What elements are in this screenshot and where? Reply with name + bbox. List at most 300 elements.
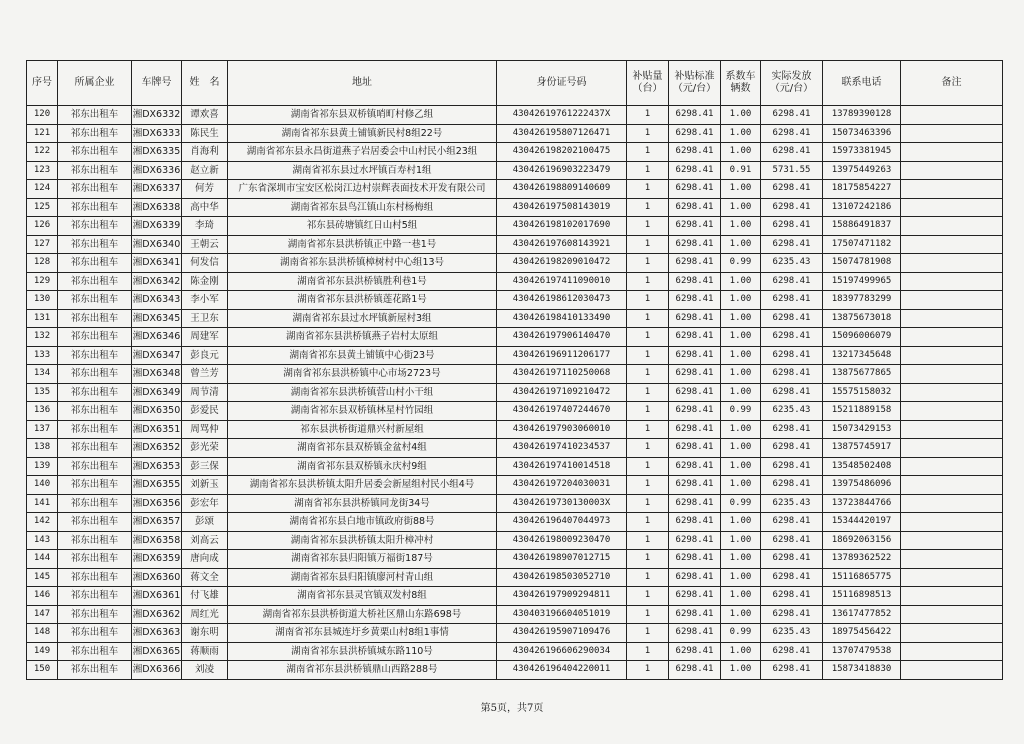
cell-note (901, 383, 1003, 402)
cell-address: 湖南省祁东县归阳镇廖河村青山组 (228, 568, 497, 587)
cell-address: 湖南省祁东县洪桥镇燕子岩村太原组 (228, 328, 497, 347)
cell-name: 王朝云 (182, 235, 228, 254)
cell-note (901, 513, 1003, 532)
cell-standard: 6298.41 (669, 346, 721, 365)
cell-phone: 15873418830 (823, 661, 901, 680)
column-header: 序号 (27, 61, 58, 106)
cell-company: 祁东出租车 (58, 161, 132, 180)
cell-phone: 13617477852 (823, 605, 901, 624)
cell-seq: 121 (27, 124, 58, 143)
table-row (27, 180, 1003, 199)
cell-coef: 1.00 (721, 587, 761, 606)
cell-company: 祁东出租车 (58, 365, 132, 384)
cell-address: 湖南省祁东县永昌街道燕子岩居委会中山村民小组23组 (228, 143, 497, 162)
table-row (27, 420, 1003, 439)
table-row (27, 457, 1003, 476)
table-row (27, 143, 1003, 162)
cell-plate: 湘DX6335 (132, 143, 182, 162)
table-row (27, 513, 1003, 532)
cell-phone: 13107242186 (823, 198, 901, 217)
cell-standard: 6298.41 (669, 476, 721, 495)
cell-qty: 1 (627, 143, 669, 162)
cell-coef: 1.00 (721, 124, 761, 143)
cell-plate: 湘DX6340 (132, 235, 182, 254)
cell-address: 湖南省祁东县洪桥镇鼎山西路288号 (228, 661, 497, 680)
cell-actual: 6298.41 (761, 457, 823, 476)
cell-seq: 135 (27, 383, 58, 402)
cell-seq: 129 (27, 272, 58, 291)
cell-plate: 湘DX6365 (132, 642, 182, 661)
cell-seq: 132 (27, 328, 58, 347)
cell-company: 祁东出租车 (58, 272, 132, 291)
cell-standard: 6298.41 (669, 161, 721, 180)
table-body (27, 106, 1003, 680)
cell-id-number: 430426196911206177 (497, 346, 627, 365)
cell-coef: 0.99 (721, 624, 761, 643)
cell-name: 肖海利 (182, 143, 228, 162)
cell-seq: 128 (27, 254, 58, 273)
cell-standard: 6298.41 (669, 513, 721, 532)
cell-qty: 1 (627, 531, 669, 550)
cell-actual: 6298.41 (761, 513, 823, 532)
cell-plate: 湘DX6338 (132, 198, 182, 217)
cell-coef: 1.00 (721, 346, 761, 365)
cell-note (901, 124, 1003, 143)
cell-seq: 126 (27, 217, 58, 236)
cell-note (901, 587, 1003, 606)
cell-name: 何发信 (182, 254, 228, 273)
cell-qty: 1 (627, 661, 669, 680)
cell-qty: 1 (627, 217, 669, 236)
cell-address: 湖南省祁东县洪桥镇太阳升樟冲村 (228, 531, 497, 550)
cell-note (901, 605, 1003, 624)
cell-plate: 湘DX6360 (132, 568, 182, 587)
cell-phone: 15575158032 (823, 383, 901, 402)
cell-name: 谢东明 (182, 624, 228, 643)
cell-company: 祁东出租车 (58, 309, 132, 328)
cell-standard: 6298.41 (669, 420, 721, 439)
cell-qty: 1 (627, 457, 669, 476)
cell-company: 祁东出租车 (58, 605, 132, 624)
cell-standard: 6298.41 (669, 198, 721, 217)
cell-name: 刘凌 (182, 661, 228, 680)
cell-phone: 15197499965 (823, 272, 901, 291)
cell-address: 湖南省祁东县洪桥镇太阳升居委会新屋组村民小组4号 (228, 476, 497, 495)
cell-standard: 6298.41 (669, 365, 721, 384)
cell-seq: 138 (27, 439, 58, 458)
cell-coef: 1.00 (721, 272, 761, 291)
cell-actual: 6298.41 (761, 642, 823, 661)
cell-seq: 140 (27, 476, 58, 495)
cell-plate: 湘DX6336 (132, 161, 182, 180)
table-row (27, 365, 1003, 384)
cell-qty: 1 (627, 402, 669, 421)
cell-address: 湖南省祁东县洪桥镇胜利巷1号 (228, 272, 497, 291)
cell-seq: 139 (27, 457, 58, 476)
cell-address: 湖南省祁东县洪桥镇中心市场2723号 (228, 365, 497, 384)
subsidy-table (26, 60, 1003, 680)
cell-seq: 146 (27, 587, 58, 606)
cell-note (901, 568, 1003, 587)
cell-note (901, 642, 1003, 661)
cell-address: 湖南省祁东县洪桥镇同龙街34号 (228, 494, 497, 513)
cell-company: 祁东出租车 (58, 457, 132, 476)
cell-standard: 6298.41 (669, 568, 721, 587)
cell-note (901, 624, 1003, 643)
table-row (27, 642, 1003, 661)
table-row (27, 198, 1003, 217)
cell-id-number: 430403196604051019 (497, 605, 627, 624)
cell-seq: 137 (27, 420, 58, 439)
cell-name: 赵立新 (182, 161, 228, 180)
table-row (27, 439, 1003, 458)
cell-actual: 6298.41 (761, 309, 823, 328)
table-row (27, 272, 1003, 291)
cell-plate: 湘DX6352 (132, 439, 182, 458)
cell-phone: 13707479538 (823, 642, 901, 661)
cell-name: 李小军 (182, 291, 228, 310)
cell-name: 刘高云 (182, 531, 228, 550)
cell-address: 湖南省祁东县鸟江镇山东村杨梅组 (228, 198, 497, 217)
cell-phone: 15211889158 (823, 402, 901, 421)
cell-address: 湖南省祁东县洪桥镇营山村小干组 (228, 383, 497, 402)
cell-note (901, 143, 1003, 162)
cell-company: 祁东出租车 (58, 439, 132, 458)
table-row (27, 402, 1003, 421)
cell-phone: 15886491837 (823, 217, 901, 236)
cell-qty: 1 (627, 161, 669, 180)
cell-standard: 6298.41 (669, 180, 721, 199)
cell-phone: 13789390128 (823, 106, 901, 125)
cell-id-number: 430426195907109476 (497, 624, 627, 643)
table-row (27, 291, 1003, 310)
cell-phone: 13975486096 (823, 476, 901, 495)
cell-seq: 147 (27, 605, 58, 624)
cell-seq: 123 (27, 161, 58, 180)
table-row (27, 161, 1003, 180)
cell-id-number: 430426196606290034 (497, 642, 627, 661)
cell-actual: 6298.41 (761, 568, 823, 587)
cell-coef: 1.00 (721, 605, 761, 624)
cell-qty: 1 (627, 420, 669, 439)
cell-standard: 6298.41 (669, 272, 721, 291)
cell-plate: 湘DX6341 (132, 254, 182, 273)
cell-standard: 6298.41 (669, 235, 721, 254)
cell-id-number: 430426197110250068 (497, 365, 627, 384)
cell-name: 周节清 (182, 383, 228, 402)
table-row (27, 531, 1003, 550)
cell-qty: 1 (627, 439, 669, 458)
cell-actual: 6298.41 (761, 587, 823, 606)
cell-phone: 13789362522 (823, 550, 901, 569)
cell-company: 祁东出租车 (58, 180, 132, 199)
cell-standard: 6298.41 (669, 661, 721, 680)
cell-coef: 1.00 (721, 198, 761, 217)
cell-name: 李琦 (182, 217, 228, 236)
cell-id-number: 430426197410234537 (497, 439, 627, 458)
cell-company: 祁东出租车 (58, 513, 132, 532)
cell-plate: 湘DX6349 (132, 383, 182, 402)
cell-phone: 13875677865 (823, 365, 901, 384)
cell-address: 湖南省祁东县灵官镇双发村8组 (228, 587, 497, 606)
cell-standard: 6298.41 (669, 642, 721, 661)
cell-name: 谭欢喜 (182, 106, 228, 125)
cell-name: 彭爱民 (182, 402, 228, 421)
cell-actual: 6298.41 (761, 106, 823, 125)
cell-qty: 1 (627, 494, 669, 513)
cell-note (901, 494, 1003, 513)
cell-note (901, 476, 1003, 495)
cell-id-number: 43042619730130003X (497, 494, 627, 513)
cell-name: 周红光 (182, 605, 228, 624)
cell-name: 曾兰芳 (182, 365, 228, 384)
cell-standard: 6298.41 (669, 457, 721, 476)
cell-id-number: 430426196407044973 (497, 513, 627, 532)
cell-coef: 1.00 (721, 476, 761, 495)
cell-coef: 1.00 (721, 642, 761, 661)
cell-note (901, 217, 1003, 236)
cell-plate: 湘DX6345 (132, 309, 182, 328)
cell-qty: 1 (627, 624, 669, 643)
column-header: 备注 (901, 61, 1003, 106)
cell-plate: 湘DX6351 (132, 420, 182, 439)
cell-coef: 1.00 (721, 550, 761, 569)
cell-seq: 143 (27, 531, 58, 550)
cell-coef: 1.00 (721, 365, 761, 384)
cell-standard: 6298.41 (669, 124, 721, 143)
cell-phone: 13217345648 (823, 346, 901, 365)
cell-id-number: 430426197906140470 (497, 328, 627, 347)
cell-id-number: 430426197608143921 (497, 235, 627, 254)
column-header: 实际发放（元/台） (761, 61, 823, 106)
cell-plate: 湘DX6350 (132, 402, 182, 421)
cell-company: 祁东出租车 (58, 235, 132, 254)
cell-address: 湖南省祁东县双桥镇林星村竹园组 (228, 402, 497, 421)
cell-qty: 1 (627, 365, 669, 384)
cell-phone: 13875673018 (823, 309, 901, 328)
cell-qty: 1 (627, 568, 669, 587)
cell-company: 祁东出租车 (58, 143, 132, 162)
cell-actual: 5731.55 (761, 161, 823, 180)
column-header: 身份证号码 (497, 61, 627, 106)
cell-phone: 13723844766 (823, 494, 901, 513)
cell-plate: 湘DX6366 (132, 661, 182, 680)
cell-standard: 6298.41 (669, 106, 721, 125)
cell-actual: 6298.41 (761, 198, 823, 217)
cell-name: 彭宏年 (182, 494, 228, 513)
cell-seq: 122 (27, 143, 58, 162)
cell-phone: 18397783299 (823, 291, 901, 310)
cell-actual: 6298.41 (761, 235, 823, 254)
cell-plate: 湘DX6348 (132, 365, 182, 384)
cell-note (901, 180, 1003, 199)
cell-phone: 15073463396 (823, 124, 901, 143)
cell-address: 湖南省祁东县黄土铺镇新民村8组22号 (228, 124, 497, 143)
cell-phone: 13875745917 (823, 439, 901, 458)
cell-name: 蒋文全 (182, 568, 228, 587)
cell-note (901, 254, 1003, 273)
cell-seq: 120 (27, 106, 58, 125)
cell-qty: 1 (627, 476, 669, 495)
cell-standard: 6298.41 (669, 550, 721, 569)
cell-phone: 15073429153 (823, 420, 901, 439)
column-header: 车牌号 (132, 61, 182, 106)
cell-note (901, 346, 1003, 365)
cell-plate: 湘DX6332 (132, 106, 182, 125)
cell-seq: 130 (27, 291, 58, 310)
cell-coef: 1.00 (721, 420, 761, 439)
cell-phone: 15116898513 (823, 587, 901, 606)
cell-standard: 6298.41 (669, 328, 721, 347)
cell-seq: 148 (27, 624, 58, 643)
cell-address: 湖南省祁东县洪桥镇莲花路1号 (228, 291, 497, 310)
cell-address: 广东省深圳市宝安区松岗江边村崇辉表面技术开发有限公司 (228, 180, 497, 199)
table-row (27, 383, 1003, 402)
table-row (27, 605, 1003, 624)
cell-company: 祁东出租车 (58, 346, 132, 365)
cell-plate: 湘DX6356 (132, 494, 182, 513)
cell-note (901, 457, 1003, 476)
table-row (27, 106, 1003, 125)
cell-standard: 6298.41 (669, 605, 721, 624)
cell-coef: 1.00 (721, 217, 761, 236)
cell-coef: 1.00 (721, 309, 761, 328)
cell-id-number: 430426198202100475 (497, 143, 627, 162)
cell-standard: 6298.41 (669, 143, 721, 162)
cell-note (901, 309, 1003, 328)
cell-seq: 127 (27, 235, 58, 254)
cell-seq: 144 (27, 550, 58, 569)
cell-name: 何芳 (182, 180, 228, 199)
cell-address: 湖南省祁东县白地市镇政府街88号 (228, 513, 497, 532)
column-header: 地址 (228, 61, 497, 106)
cell-company: 祁东出租车 (58, 328, 132, 347)
cell-name: 周建军 (182, 328, 228, 347)
cell-note (901, 235, 1003, 254)
column-header: 系数车辆数 (721, 61, 761, 106)
cell-standard: 6298.41 (669, 309, 721, 328)
cell-company: 祁东出租车 (58, 624, 132, 643)
table-row (27, 124, 1003, 143)
cell-actual: 6298.41 (761, 439, 823, 458)
cell-standard: 6298.41 (669, 531, 721, 550)
cell-company: 祁东出租车 (58, 198, 132, 217)
cell-id-number: 430426197909294811 (497, 587, 627, 606)
cell-actual: 6298.41 (761, 272, 823, 291)
cell-id-number: 430426196404220011 (497, 661, 627, 680)
table-header-row (27, 61, 1003, 106)
cell-coef: 0.91 (721, 161, 761, 180)
cell-plate: 湘DX6339 (132, 217, 182, 236)
cell-phone: 15096006079 (823, 328, 901, 347)
cell-coef: 0.99 (721, 494, 761, 513)
cell-name: 王卫东 (182, 309, 228, 328)
cell-id-number: 430426198209010472 (497, 254, 627, 273)
cell-standard: 6298.41 (669, 587, 721, 606)
cell-qty: 1 (627, 235, 669, 254)
cell-actual: 6298.41 (761, 661, 823, 680)
cell-actual: 6235.43 (761, 494, 823, 513)
cell-plate: 湘DX6357 (132, 513, 182, 532)
cell-id-number: 430426197410014518 (497, 457, 627, 476)
cell-company: 祁东出租车 (58, 254, 132, 273)
cell-note (901, 531, 1003, 550)
cell-note (901, 420, 1003, 439)
column-header: 所属企业 (58, 61, 132, 106)
cell-name: 彭良元 (182, 346, 228, 365)
cell-coef: 1.00 (721, 457, 761, 476)
cell-phone: 15344420197 (823, 513, 901, 532)
cell-company: 祁东出租车 (58, 587, 132, 606)
cell-id-number: 430426198503052710 (497, 568, 627, 587)
cell-id-number: 430426197508143019 (497, 198, 627, 217)
cell-id-number: 430426198809140609 (497, 180, 627, 199)
cell-note (901, 198, 1003, 217)
cell-id-number: 430426197903060010 (497, 420, 627, 439)
cell-company: 祁东出租车 (58, 476, 132, 495)
cell-company: 祁东出租车 (58, 568, 132, 587)
page-footer: 第5页，共7页 (480, 703, 544, 714)
cell-coef: 1.00 (721, 106, 761, 125)
column-header: 补贴标准（元/台） (669, 61, 721, 106)
cell-plate: 湘DX6347 (132, 346, 182, 365)
table-row (27, 494, 1003, 513)
cell-actual: 6298.41 (761, 383, 823, 402)
cell-address: 湖南省祁东县洪桥镇正中路一巷1号 (228, 235, 497, 254)
cell-actual: 6298.41 (761, 550, 823, 569)
cell-id-number: 430426198612030473 (497, 291, 627, 310)
cell-id-number: 430426197109210472 (497, 383, 627, 402)
cell-note (901, 106, 1003, 125)
cell-phone: 13548502408 (823, 457, 901, 476)
cell-plate: 湘DX6355 (132, 476, 182, 495)
cell-name: 高中华 (182, 198, 228, 217)
cell-plate: 湘DX6353 (132, 457, 182, 476)
cell-address: 湖南省祁东县归阳镇万福街187号 (228, 550, 497, 569)
cell-company: 祁东出租车 (58, 661, 132, 680)
cell-company: 祁东出租车 (58, 217, 132, 236)
cell-note (901, 291, 1003, 310)
cell-standard: 6298.41 (669, 402, 721, 421)
cell-company: 祁东出租车 (58, 550, 132, 569)
cell-standard: 6298.41 (669, 494, 721, 513)
cell-company: 祁东出租车 (58, 106, 132, 125)
cell-coef: 0.99 (721, 254, 761, 273)
cell-seq: 145 (27, 568, 58, 587)
cell-actual: 6298.41 (761, 180, 823, 199)
cell-coef: 1.00 (721, 661, 761, 680)
cell-company: 祁东出租车 (58, 420, 132, 439)
cell-actual: 6298.41 (761, 605, 823, 624)
cell-address: 祁东县洪桥街道鼎兴村新屋组 (228, 420, 497, 439)
cell-address: 湖南省祁东县洪桥镇樟树村中心组13号 (228, 254, 497, 273)
cell-coef: 0.99 (721, 402, 761, 421)
cell-plate: 湘DX6363 (132, 624, 182, 643)
cell-id-number: 43042619761222437X (497, 106, 627, 125)
cell-actual: 6298.41 (761, 531, 823, 550)
cell-standard: 6298.41 (669, 624, 721, 643)
cell-plate: 湘DX6346 (132, 328, 182, 347)
cell-actual: 6298.41 (761, 143, 823, 162)
cell-note (901, 365, 1003, 384)
cell-company: 祁东出租车 (58, 383, 132, 402)
cell-qty: 1 (627, 254, 669, 273)
table-row (27, 624, 1003, 643)
cell-seq: 131 (27, 309, 58, 328)
cell-name: 陈民生 (182, 124, 228, 143)
column-header: 补贴量（台） (627, 61, 669, 106)
cell-actual: 6235.43 (761, 254, 823, 273)
